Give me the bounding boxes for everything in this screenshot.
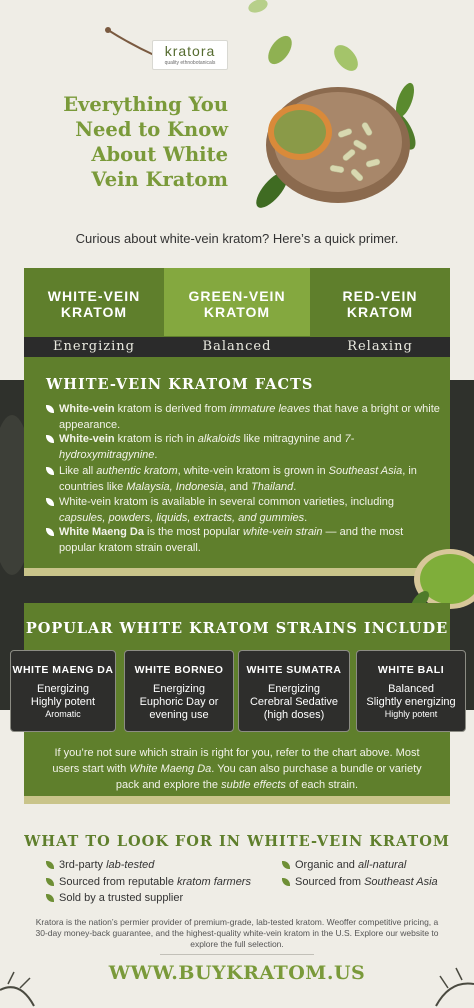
fact-item <box>46 463 440 495</box>
fact-text: like mitragynine and <box>240 433 345 445</box>
look-text: Sourced from reputable <box>59 876 178 888</box>
fact-item <box>46 494 440 526</box>
fact-item <box>46 524 440 556</box>
fact-text: that have a bright or white appearance. <box>59 403 440 431</box>
strain-card-white-maeng-da <box>10 650 116 732</box>
fact-text: kratom is derived from <box>114 403 230 415</box>
advice-text: of each strain. <box>285 779 359 791</box>
strain-effect: Energizing <box>153 683 205 695</box>
fact-text: — and the most popular kratom strain overall. <box>59 526 404 554</box>
leaf-bullet-icon <box>46 405 54 413</box>
strain-card-white-borneo <box>124 650 234 732</box>
fact-emphasis: white-vein strain <box>243 526 323 538</box>
look-emphasis: Southeast Asia <box>364 876 438 888</box>
leaf-bullet-icon <box>46 498 54 506</box>
leaf-bullet-icon <box>282 878 290 886</box>
vein-name-line: KRATOM <box>203 304 271 320</box>
strain-effect: Cerebral Sedative <box>249 696 339 708</box>
fact-emphasis: authentic kratom <box>96 465 178 477</box>
fact-emphasis: immature leaves <box>229 403 311 415</box>
leaf-bullet-icon <box>46 861 54 869</box>
title-line-2: Need to Know <box>75 118 228 141</box>
strain-effect: Slightly energizing <box>366 696 456 708</box>
fact-text: is the most popular <box>143 526 244 538</box>
branch-decoration-icon <box>0 950 474 1008</box>
strains-panel-strip <box>24 796 450 804</box>
fact-bold: White-vein <box>59 433 115 445</box>
strain-advice <box>40 745 434 793</box>
fact-bold: White-vein <box>59 403 115 415</box>
look-emphasis: lab-tested <box>106 859 155 871</box>
strain-card-white-bali <box>356 650 466 732</box>
green-vein-header <box>164 268 310 336</box>
title-line-3: About White <box>91 143 228 166</box>
strain-name: WHITE SUMATRA <box>246 664 342 676</box>
fact-bold: White Maeng Da <box>59 526 144 538</box>
page-title <box>18 92 228 192</box>
fact-item <box>46 431 440 463</box>
fact-text: . <box>304 512 308 524</box>
fact-text: kratom is rich in <box>114 433 198 445</box>
strain-effect: Highly potent <box>30 696 96 708</box>
leaf-bullet-icon <box>46 528 54 536</box>
fact-text: White-vein kratom is available in several common varieties, including <box>59 496 395 508</box>
leaf-bullet-icon <box>46 467 54 475</box>
strains-title: POPULAR WHITE KRATOM STRAINS INCLUDE <box>25 620 449 637</box>
title-line-4: Vein Kratom <box>91 168 228 191</box>
strain-name: WHITE MAENG DA <box>12 664 114 676</box>
fact-emphasis: capsules, powders, liquids, extracts, and gummies <box>59 512 305 524</box>
look-text: Organic and <box>295 859 358 871</box>
kratom-bowl-image <box>258 80 418 210</box>
vein-name-line: GREEN-VEIN <box>188 288 286 304</box>
strain-effect: Euphoric Day or <box>139 696 219 708</box>
red-vein-effect: Relaxing <box>310 337 450 357</box>
look-item <box>282 875 438 889</box>
fact-text: , white-vein kratom is grown in <box>177 465 329 477</box>
leaf-bullet-icon <box>46 894 54 902</box>
look-item <box>46 891 183 905</box>
advice-emphasis: subtle effects <box>221 779 286 791</box>
vein-name-line: KRATOM <box>60 304 128 320</box>
logo-name: kratora <box>164 43 216 59</box>
look-item <box>282 858 406 872</box>
strain-note: Aromatic <box>45 709 81 719</box>
strain-effect: Energizing <box>37 683 89 695</box>
logo-tagline: quality ethnobotanicals <box>164 60 216 66</box>
look-for-title: WHAT TO LOOK FOR IN WHITE-VEIN KRATOM <box>24 833 450 850</box>
green-vein-effect: Balanced <box>164 337 310 357</box>
fact-emphasis: alkaloids <box>197 433 241 445</box>
vein-name-line: WHITE-VEIN <box>47 288 141 304</box>
strain-effect: evening use <box>149 709 209 721</box>
title-line-1: Everything You <box>63 93 228 116</box>
look-emphasis: all-natural <box>357 859 407 871</box>
fact-emphasis: Thailand <box>251 481 294 493</box>
website-link[interactable]: WWW.BUYKRATOM.US <box>108 962 366 984</box>
look-emphasis: kratom farmers <box>177 876 251 888</box>
fact-text: , in countries like <box>59 465 417 493</box>
footer-about-text: Kratora is the nation’s permier provider of premium-grade, lab-tested kratom. Weoffer competitive pricing, a 30-day money-back guarantee, and the highest-quality white-vein kratom in the U.S. Explore our website to explore the full selection. <box>35 917 439 949</box>
fact-text: . <box>293 481 297 493</box>
fact-item <box>46 401 440 433</box>
look-item <box>46 875 251 889</box>
fact-emphasis: Southeast Asia <box>328 465 403 477</box>
vein-panel-strip <box>24 568 450 576</box>
fact-emphasis: Malaysia, Indonesia <box>126 481 224 493</box>
strain-card-white-sumatra <box>238 650 350 732</box>
look-item <box>46 858 154 872</box>
advice-text: . You can also purchase a bundle or variety pack and explore the <box>115 763 422 791</box>
strain-effect: Energizing <box>268 683 320 695</box>
look-text: 3rd-party <box>59 859 107 871</box>
fact-text: , and <box>223 481 252 493</box>
advice-emphasis: White Maeng Da <box>129 763 212 775</box>
facts-title: WHITE-VEIN KRATOM FACTS <box>46 376 314 393</box>
strain-effect: (high doses) <box>263 709 325 721</box>
leaf-bullet-icon <box>282 861 290 869</box>
leaf-bullet-icon <box>46 878 54 886</box>
strain-name: WHITE BORNEO <box>134 664 224 676</box>
red-vein-header <box>310 268 450 336</box>
vein-name-line: KRATOM <box>346 304 414 320</box>
fact-emphasis: 7-hydroxymitragynine <box>59 433 355 461</box>
fact-text: . <box>154 449 158 461</box>
look-text: Sold by a trusted supplier <box>59 892 184 904</box>
leaf-bullet-icon <box>46 435 54 443</box>
kratora-logo[interactable] <box>152 40 228 70</box>
strain-effect: Balanced <box>388 683 434 695</box>
vein-name-line: RED-VEIN <box>342 288 418 304</box>
strain-name: WHITE BALI <box>377 664 445 676</box>
advice-text: If you’re not sure which strain is right for you, refer to the chart above. Most users start with <box>52 747 420 775</box>
white-vein-header <box>24 268 164 336</box>
intro-text: Curious about white-vein kratom? Here’s a quick primer. <box>75 231 399 246</box>
fact-text: Like all <box>59 465 97 477</box>
strain-note: Highly potent <box>384 709 438 719</box>
white-vein-effect: Energizing <box>24 337 164 357</box>
look-text: Sourced from <box>295 876 365 888</box>
